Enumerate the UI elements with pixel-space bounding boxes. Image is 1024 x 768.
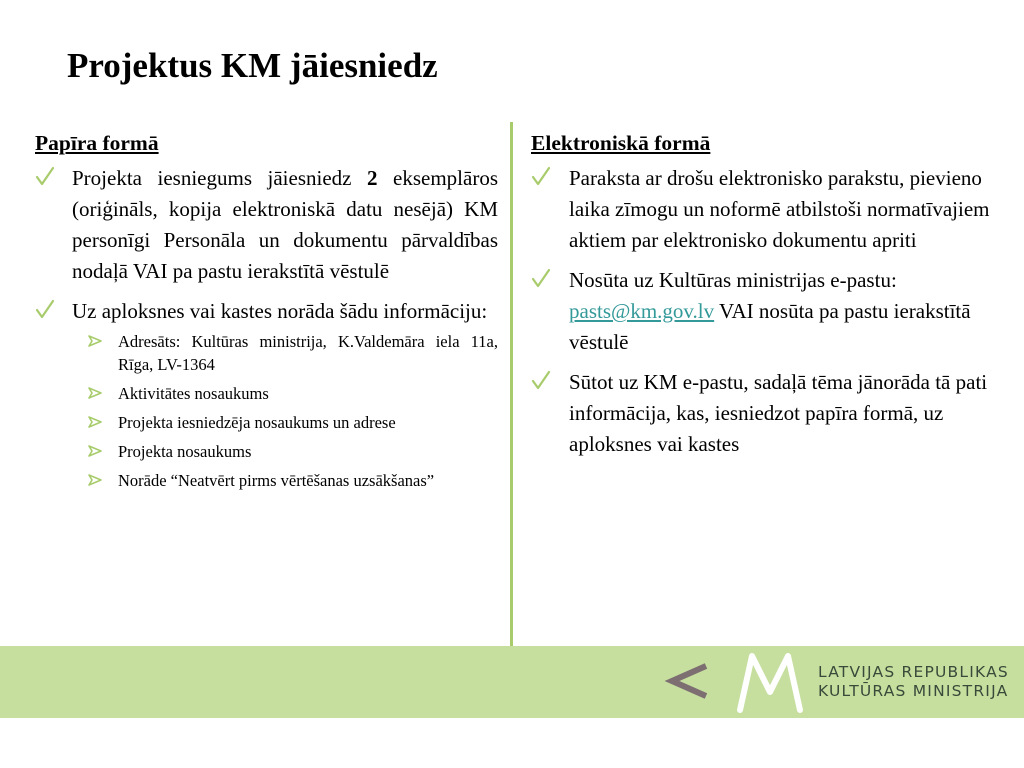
item-text: Uz aploksnes vai kastes norāda šādu informāciju:: [72, 299, 488, 323]
item-text: Projekta iesniegums jāiesniedz: [72, 166, 367, 190]
sub-item-text: Aktivitātes nosaukums: [118, 384, 269, 403]
list-item: [35, 296, 498, 492]
paper-form-list: [35, 163, 498, 492]
sub-list-item: [72, 330, 498, 376]
item-text: VAI nosūta pa pastu ierakstītā vēstulē: [569, 299, 971, 354]
electronic-form-list: [531, 163, 1011, 460]
arrow-bullet-icon: [88, 335, 102, 347]
sub-item-text: Projekta nosaukums: [118, 442, 252, 461]
arrow-bullet-icon: [88, 445, 102, 457]
envelope-info-list: [72, 330, 498, 492]
checkmark-icon: [531, 265, 551, 296]
sub-list-item: [72, 440, 498, 463]
item-text: Sūtot uz KM e-pastu, sadaļā tēma jānorāda tā pati informācija, kas, iesniedzot papīra formā, uz aploksnes vai kastes: [569, 370, 988, 456]
email-link[interactable]: pasts@km.gov.lv: [569, 299, 715, 323]
sub-list-item: [72, 411, 498, 434]
item-text: eksemplāros (oriģināls, kopija elektroniskā datu nesējā) KM personīgi Personāla un dokumentu pārvaldības nodaļā VAI pa pastu ierakstītā vēstulē: [72, 166, 498, 283]
sub-list-item: [72, 469, 498, 492]
list-item: [531, 265, 1011, 358]
slide-title: Projektus KM jāiesniedz: [67, 46, 438, 85]
sub-item-text: Norāde “Neatvērt pirms vērtēšanas uzsākšanas”: [118, 471, 435, 490]
column-divider: [510, 122, 513, 646]
arrow-bullet-icon: [88, 416, 102, 428]
sub-item-text: Adresāts: Kultūras ministrija, K.Valdemāra iela 11a, Rīga, LV-1364: [118, 332, 498, 374]
ministry-logo-icon: [664, 648, 804, 714]
checkmark-icon: [35, 296, 55, 327]
arrow-bullet-icon: [88, 387, 102, 399]
electronic-form-heading: Elektroniskā formā: [531, 131, 711, 155]
item-bold-number: 2: [367, 166, 378, 190]
checkmark-icon: [531, 367, 551, 398]
list-item: [35, 163, 498, 287]
electronic-form-column: [531, 126, 1011, 460]
list-item: [531, 367, 1011, 460]
sub-list-item: [72, 382, 498, 405]
sub-item-text: Projekta iesniedzēja nosaukums un adrese: [118, 413, 396, 432]
arrow-bullet-icon: [88, 474, 102, 486]
item-text: Paraksta ar drošu elektronisko parakstu, pievieno laika zīmogu un noformē atbilstoši normatīvajiem aktiem par elektronisko dokumentu apriti: [569, 166, 990, 252]
ministry-logo-text: [818, 663, 1009, 701]
paper-form-heading: Papīra formā: [35, 131, 159, 155]
item-text: Nosūta uz Kultūras ministrijas e-pastu:: [569, 268, 897, 292]
checkmark-icon: [531, 163, 551, 194]
logo-line-1: LATVIJAS REPUBLIKAS: [818, 663, 1009, 681]
checkmark-icon: [35, 163, 55, 194]
paper-form-column: [35, 126, 498, 492]
logo-line-2: KULTŪRAS MINISTRIJA: [818, 682, 1009, 700]
list-item: [531, 163, 1011, 256]
